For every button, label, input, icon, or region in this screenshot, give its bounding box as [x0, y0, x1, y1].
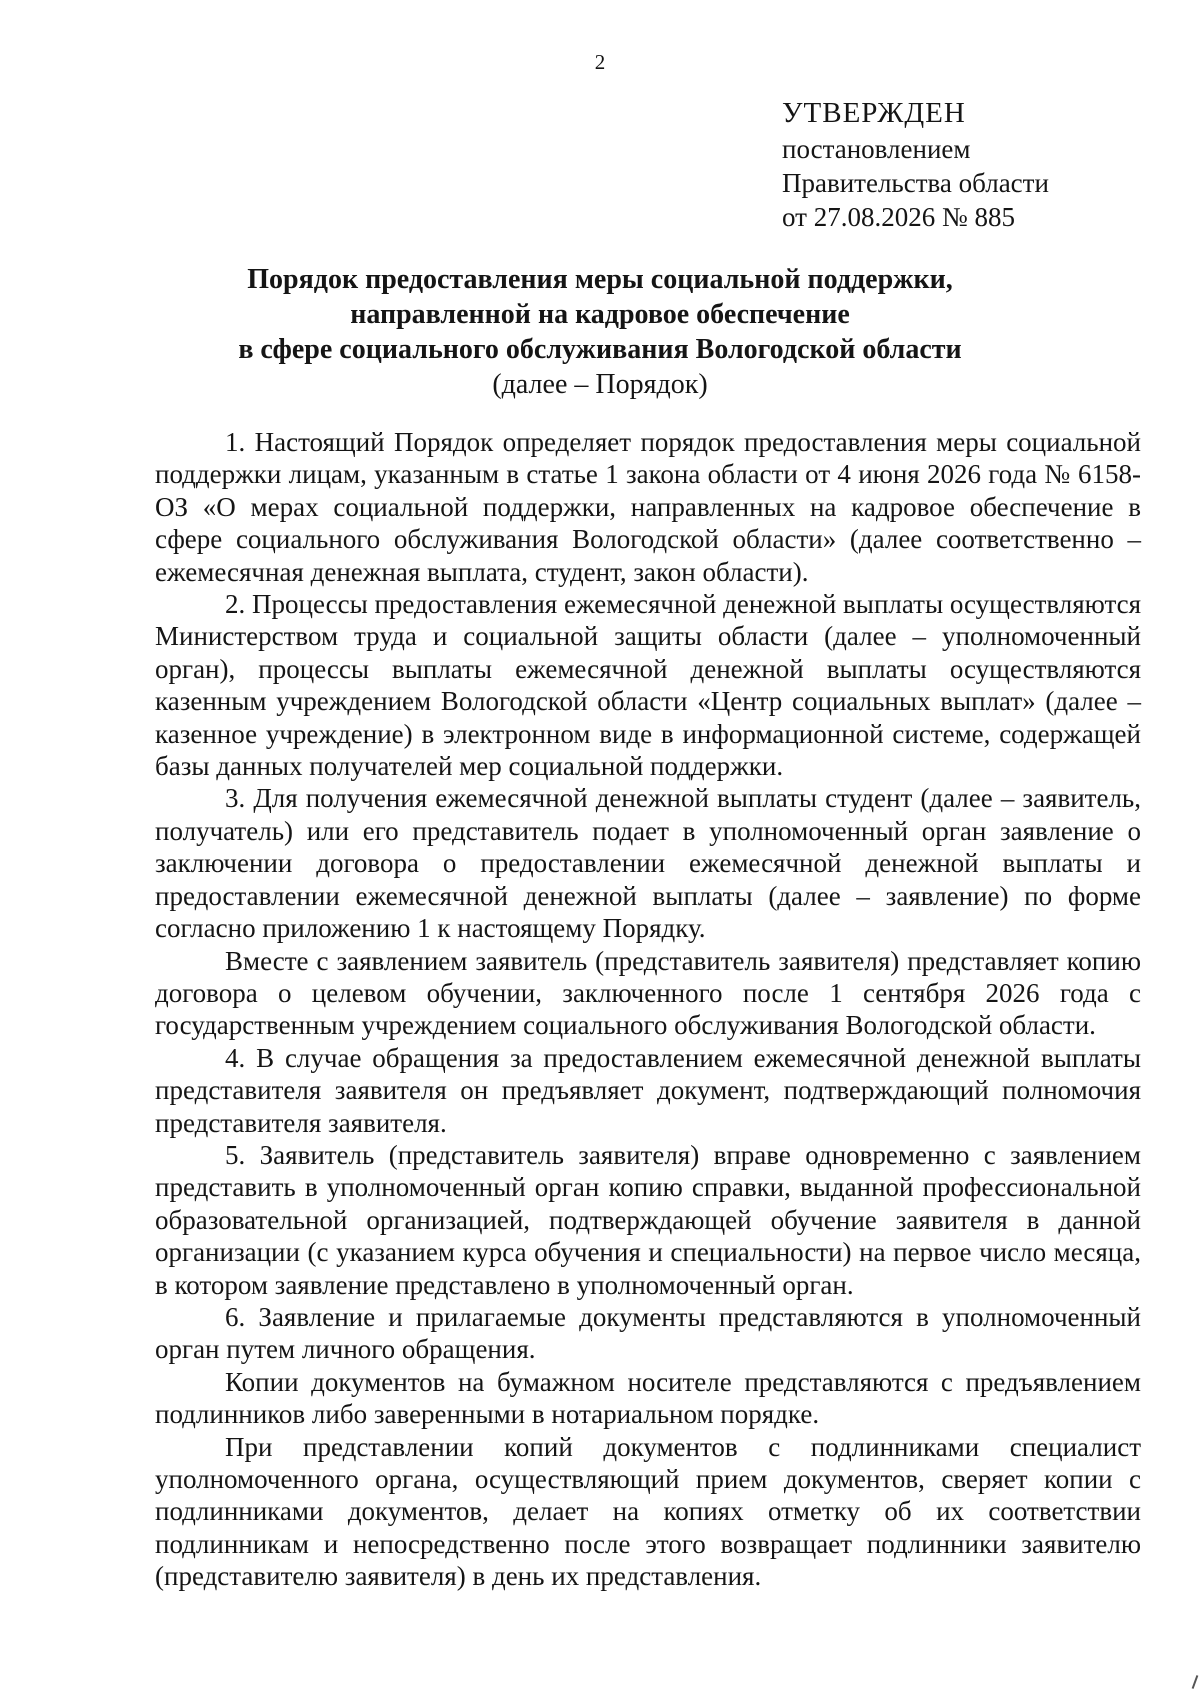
title-line: направленной на кадровое обеспечение — [350, 299, 850, 330]
scan-mark — [1192, 1675, 1199, 1689]
paragraph: 3. Для получения ежемесячной денежной выплаты студент (далее – заявитель, получатель) или его представитель подает в уполномоченный орган заявление о заключении договора о предоставлении ежемесячной денежной выплаты и предоставлении ежемесячной денежной выплаты (далее – заявление) по форме согласно приложению 1 к настоящему Порядку. — [155, 783, 1141, 944]
approval-block — [782, 96, 1049, 234]
paragraph: 2. Процессы предоставления ежемесячной денежной выплаты осуществляются Министерством труда и социальной защиты области (далее – уполномоченный орган), процессы выплаты ежемесячной денежной выплаты осуществляются казенным учреждением Вологодской области «Центр социальных выплат» (далее – казенное учреждение) в электронном виде в информационной системе, содержащей базы данных получателей мер социальной поддержки. — [155, 589, 1142, 782]
document-body — [155, 426, 1141, 1593]
paragraph: Копии документов на бумажном носителе представляются с предъявлением подлинников либо заверенными в нотариальном порядке. — [155, 1366, 1141, 1430]
approval-line: от 27.08.2026 № 885 — [782, 202, 1015, 232]
page-number: 2 — [594, 50, 606, 74]
title-line: Порядок предоставления меры социальной поддержки, — [247, 264, 953, 295]
paragraph: При представлении копий документов с подлинниками специалист уполномоченного органа, осуществляющий прием документов, сверяет копии с подлинниками документов, делает на копиях отметку об их соответствии подлинникам и непосредственно после этого возвращает подлинники заявителю (представителю заявителя) в день их представления. — [155, 1431, 1141, 1592]
paragraph: Вместе с заявлением заявитель (представитель заявителя) представляет копию договора о целевом обучении, заключенного после 1 сентября 2026 года с государственным учреждением социального обслуживания Вологодской области. — [155, 945, 1141, 1041]
title-line: в сфере социального обслуживания Вологодской области — [238, 334, 962, 365]
paragraph: 5. Заявитель (представитель заявителя) вправе одновременно с заявлением представить в уполномоченный орган копию справки, выданной профессиональной образовательной организацией, подтверждающей обучение заявителя в данной организации (с указанием курса обучения и специальности) на первое число месяца, в котором заявление представлено в уполномоченный орган. — [155, 1139, 1141, 1300]
document-title — [0, 262, 1200, 402]
approval-line: Правительства области — [782, 168, 1049, 198]
paragraph: 4. В случае обращения за предоставлением ежемесячной денежной выплаты представителя заявителя он предъявляет документ, подтверждающий полномочия представителя заявителя. — [155, 1042, 1141, 1138]
paragraph: 1. Настоящий Порядок определяет порядок предоставления меры социальной поддержки лицам, указанным в статье 1 закона области от 4 июня 2026 года № 6158-ОЗ «О мерах социальной поддержки, направленных на кадровое обеспечение в сфере социального обслуживания Вологодской области» (далее соответственно – ежемесячная денежная выплата, студент, закон области). — [155, 427, 1141, 587]
paragraph: 6. Заявление и прилагаемые документы представляются в уполномоченный орган путем личного обращения. — [155, 1301, 1141, 1365]
approval-line: постановлением — [782, 134, 971, 164]
approval-heading: УТВЕРЖДЕН — [782, 97, 966, 129]
title-note: (далее – Порядок) — [492, 369, 708, 400]
